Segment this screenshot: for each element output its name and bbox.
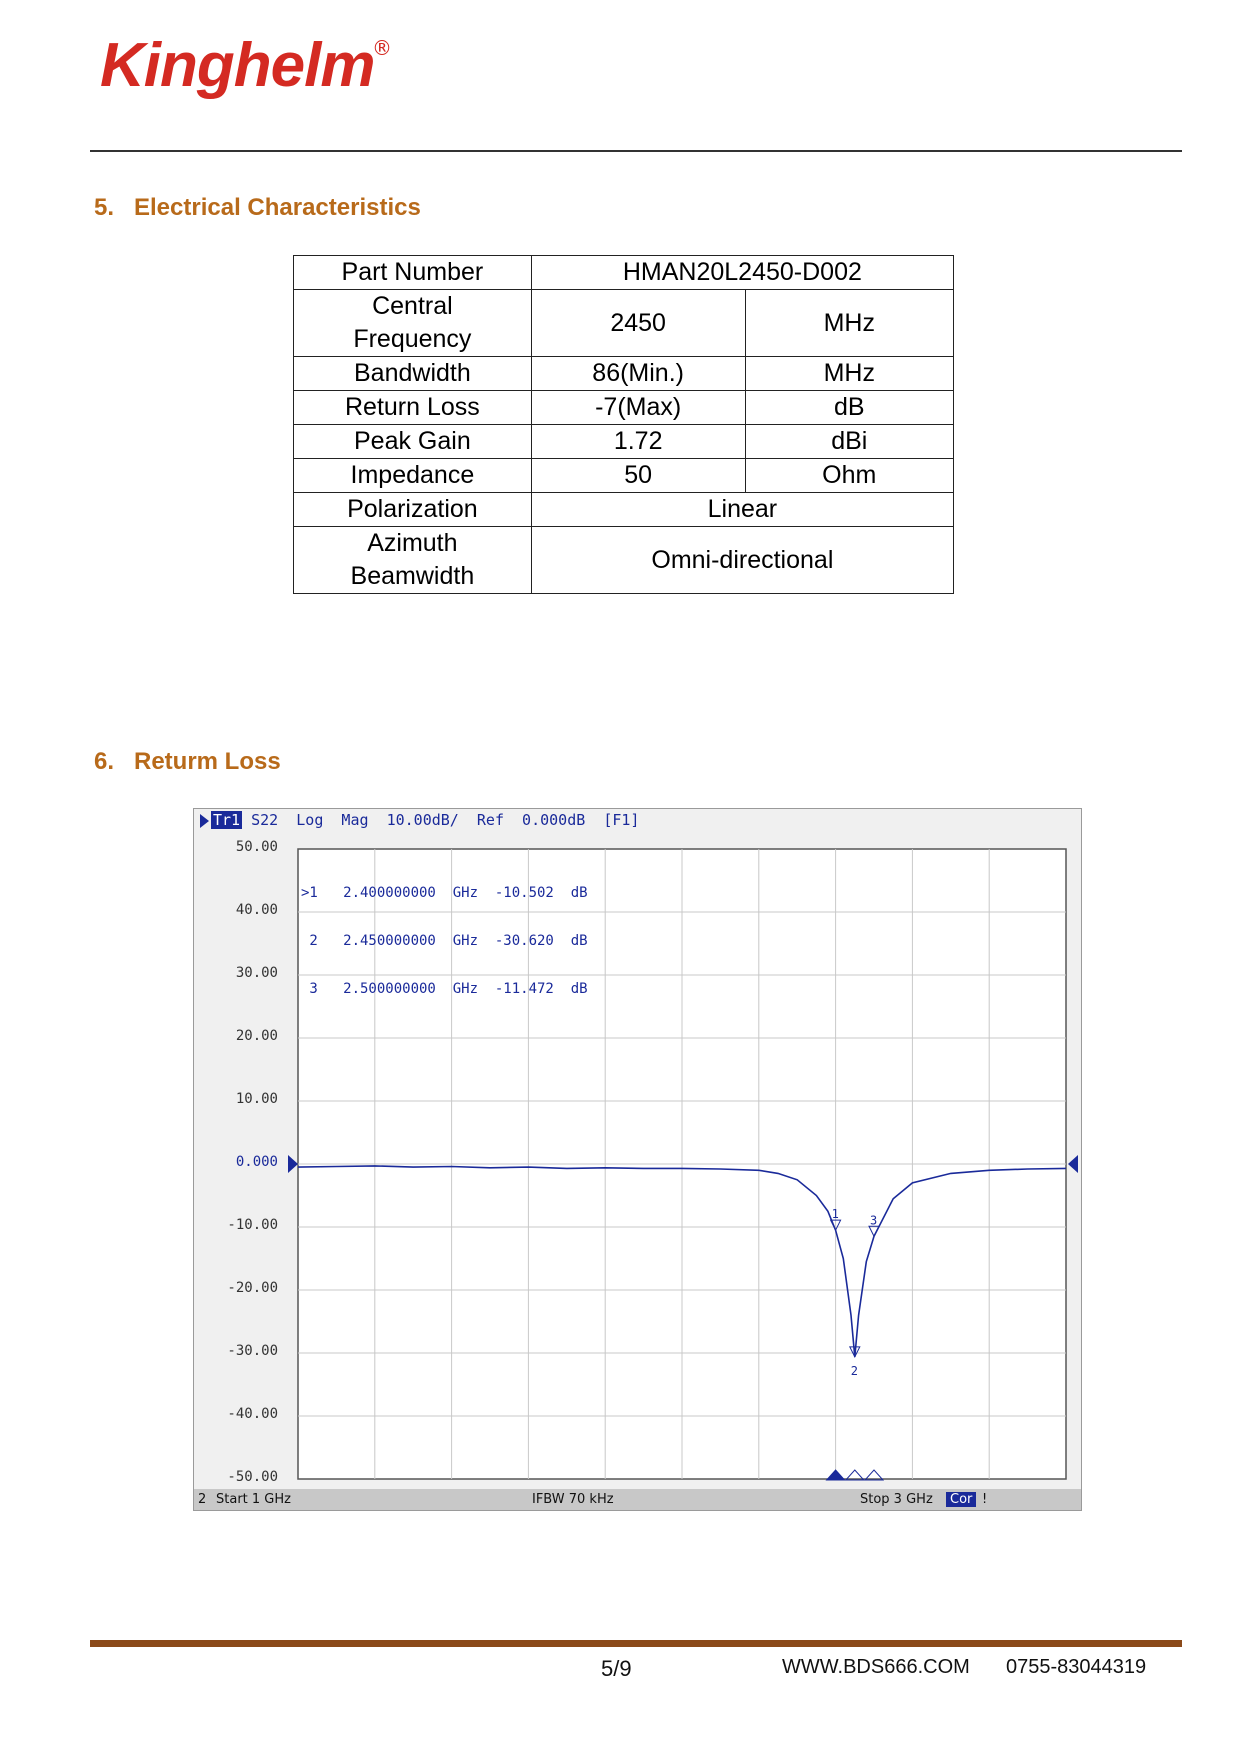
ref-pointer-right bbox=[1068, 1155, 1078, 1173]
spec-value: 50 bbox=[531, 459, 745, 493]
registered-mark: ® bbox=[372, 36, 392, 60]
spec-label: Return Loss bbox=[294, 391, 532, 425]
spec-value: Linear bbox=[531, 493, 953, 527]
table-row bbox=[294, 256, 954, 290]
page-number: 5/9 bbox=[601, 1656, 632, 1681]
section-title-electrical bbox=[94, 194, 421, 222]
spec-unit: MHz bbox=[745, 357, 953, 391]
table-row bbox=[294, 527, 954, 594]
y-tick-label: -30.00 bbox=[227, 1343, 278, 1359]
spec-value: 86(Min.) bbox=[531, 357, 745, 391]
table-row bbox=[294, 493, 954, 527]
electrical-spec-table bbox=[293, 255, 954, 594]
section-heading: Electrical Characteristics bbox=[134, 194, 421, 221]
y-tick-label: 50.00 bbox=[235, 839, 278, 855]
spec-unit: dBi bbox=[745, 425, 953, 459]
marker-label: 3 bbox=[870, 1213, 878, 1228]
y-tick-label: -50.00 bbox=[227, 1469, 278, 1485]
label-line: Central bbox=[372, 292, 453, 320]
table-row bbox=[294, 357, 954, 391]
vna-header bbox=[200, 811, 639, 833]
section-number: 6. bbox=[94, 748, 115, 775]
play-icon bbox=[200, 814, 209, 828]
y-tick-label: -20.00 bbox=[227, 1280, 278, 1296]
phone-number: 0755-83044319 bbox=[1006, 1656, 1147, 1678]
label-line: Azimuth bbox=[367, 529, 458, 557]
correction-badge: Cor bbox=[946, 1492, 976, 1507]
section-number: 5. bbox=[94, 194, 115, 221]
spec-label: Bandwidth bbox=[294, 357, 532, 391]
table-row bbox=[294, 459, 954, 493]
section-title-return-loss bbox=[94, 748, 281, 776]
spec-label: Peak Gain bbox=[294, 425, 532, 459]
ifbw: IFBW 70 kHz bbox=[532, 1492, 614, 1507]
kinghelm-logo: Kinghelm bbox=[100, 31, 375, 100]
spec-unit: Ohm bbox=[745, 459, 953, 493]
warning-indicator: ! bbox=[982, 1492, 988, 1507]
stop-frequency: Stop 3 GHz bbox=[860, 1492, 933, 1507]
spec-value: HMAN20L2450-D002 bbox=[531, 256, 953, 290]
website: WWW.BDS666.COM bbox=[782, 1656, 970, 1678]
y-tick-label: -40.00 bbox=[227, 1406, 278, 1422]
spec-label: Part Number bbox=[294, 256, 532, 290]
y-tick-label: 0.000 bbox=[235, 1154, 278, 1170]
vna-screenshot bbox=[193, 808, 1082, 1511]
spec-value: 1.72 bbox=[531, 425, 745, 459]
start-frequency: Start 1 GHz bbox=[216, 1492, 291, 1507]
marker-row: 2 2.450000000 GHz -30.620 dB bbox=[301, 933, 588, 949]
spec-value: Omni-directional bbox=[531, 527, 953, 594]
table-row bbox=[294, 290, 954, 357]
header-rule bbox=[90, 150, 1182, 152]
spec-label bbox=[294, 527, 532, 594]
spec-unit: MHz bbox=[745, 290, 953, 357]
marker-table bbox=[301, 853, 588, 1029]
channel-number: 2 bbox=[198, 1492, 207, 1507]
spec-value: 2450 bbox=[531, 290, 745, 357]
y-tick-label: 40.00 bbox=[235, 902, 278, 918]
marker-label: 2 bbox=[850, 1363, 859, 1378]
label-line: Beamwidth bbox=[350, 562, 475, 590]
marker-row: >1 2.400000000 GHz -10.502 dB bbox=[301, 885, 588, 901]
marker-label: 1 bbox=[831, 1207, 839, 1222]
spec-unit: dB bbox=[745, 391, 953, 425]
spec-label bbox=[294, 290, 532, 357]
y-tick-label: 30.00 bbox=[235, 965, 278, 981]
vna-status-bar bbox=[194, 1489, 1081, 1510]
y-tick-label: 10.00 bbox=[235, 1091, 278, 1107]
trace-tag: Tr1 bbox=[213, 811, 241, 829]
spec-label: Polarization bbox=[294, 493, 532, 527]
table-row bbox=[294, 425, 954, 459]
trace-settings: S22 Log Mag 10.00dB/ Ref 0.000dB [F1] bbox=[242, 811, 640, 829]
ref-pointer-left bbox=[288, 1155, 298, 1173]
label-line: Frequency bbox=[353, 325, 472, 353]
section-heading: Returm Loss bbox=[134, 748, 281, 775]
footer-rule bbox=[90, 1640, 1182, 1647]
table-row bbox=[294, 391, 954, 425]
y-tick-label: 20.00 bbox=[235, 1028, 278, 1044]
marker-row: 3 2.500000000 GHz -11.472 dB bbox=[301, 981, 588, 997]
spec-value: -7(Max) bbox=[531, 391, 745, 425]
y-tick-label: -10.00 bbox=[227, 1217, 278, 1233]
spec-label: Impedance bbox=[294, 459, 532, 493]
